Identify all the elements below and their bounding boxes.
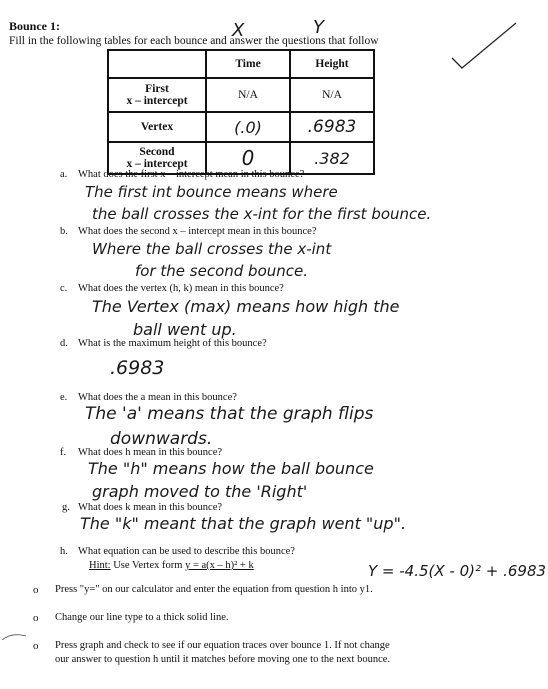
question-letter: b. [60,226,68,237]
row-label-line1: Second [139,146,175,158]
cell-time [206,112,290,142]
stray-pen-mark [0,630,28,644]
question-letter: h. [60,546,68,557]
hint-line [89,560,254,571]
hint-text: Use Vertex form [113,560,183,571]
bullet-icon: o [33,584,39,596]
answer-line: The first int bounce means where [85,183,338,201]
answer-line: downwards. [110,429,213,449]
question-text: What does k mean in this bounce? [78,502,223,513]
table-header-blank [108,50,206,78]
answer-line: The Vertex (max) means how high the [92,297,400,316]
bullet-icon: o [33,640,39,652]
hint-formula: y = a(x – h)² + k [185,560,254,571]
question-letter: f. [60,447,67,458]
answer-line: Where the ball crosses the x-int [92,240,332,258]
cell-height [290,112,374,142]
answer-equation: Y = -4.5(X - 0)² + .6983 [368,562,547,580]
cell-time: N/A [206,78,290,112]
handwritten-value: .382 [314,148,350,168]
question-letter: c. [60,283,68,294]
row-label-line2: x – intercept [126,158,188,170]
question-text: What does the second x – intercept mean in this bounce? [78,226,317,237]
answer-line: graph moved to the 'Right' [92,482,308,501]
row-label [108,112,206,142]
page-title: Bounce 1: [9,19,60,33]
instruction-text: Fill in the following tables for each bounce and answer the questions that follow [9,35,379,47]
step-item: Change our line type to a thick solid line. [55,612,229,623]
question-text: What does the vertex (h, k) mean in this bounce? [78,283,284,294]
checkmark-icon [450,20,520,72]
cell-height: N/A [290,78,374,112]
answer-line: for the second bounce. [135,262,308,280]
answer-line: the ball crosses the x-int for the first bounce. [92,205,432,223]
row-label-line1: Vertex [140,121,174,133]
step-item: Press "y=" on our calculator and enter the equation from question h into y1. [55,584,373,595]
table-header-time: Time [206,50,290,78]
step-item: Press graph and check to see if our equation traces over bounce 1. If not change [55,640,390,651]
handwritten-value: 0 [241,146,255,170]
table-row [108,78,374,112]
bullet-icon: o [33,612,39,624]
handwritten-y-mark: Y [313,17,324,38]
question-letter: a. [60,169,68,180]
question-letter: e. [60,392,68,403]
answer-line: The 'a' means that the graph flips [85,404,374,424]
handwritten-x-mark: X [232,20,245,41]
table-header-height: Height [290,50,374,78]
answer-line: The "k" meant that the graph went "up". [80,514,407,533]
step-item: our answer to question h until it matches before moving one to the next bounce. [55,654,391,665]
row-label [108,78,206,112]
handwritten-value: .6983 [307,117,357,137]
answer-line: ball went up. [133,320,237,339]
row-label-line1: First [145,83,169,95]
answer-line: .6983 [110,357,165,379]
hint-label: Hint: [89,560,111,571]
question-text: What does h mean in this bounce? [78,447,223,458]
question-text: What does the a mean in this bounce? [78,392,237,403]
question-text: What equation can be used to describe this bounce? [78,546,295,557]
row-label-line2: x – intercept [126,95,188,107]
bounce-table [107,49,375,175]
table-row [108,112,374,142]
question-letter: d. [60,338,68,349]
handwritten-value: (.0) [234,117,262,137]
question-letter: g. [62,502,70,513]
question-text: What is the maximum height of this bounce? [78,338,267,349]
question-text: What does the first x – intercept mean in this bounce? [78,169,305,180]
answer-line: The "h" means how the ball bounce [88,459,374,478]
